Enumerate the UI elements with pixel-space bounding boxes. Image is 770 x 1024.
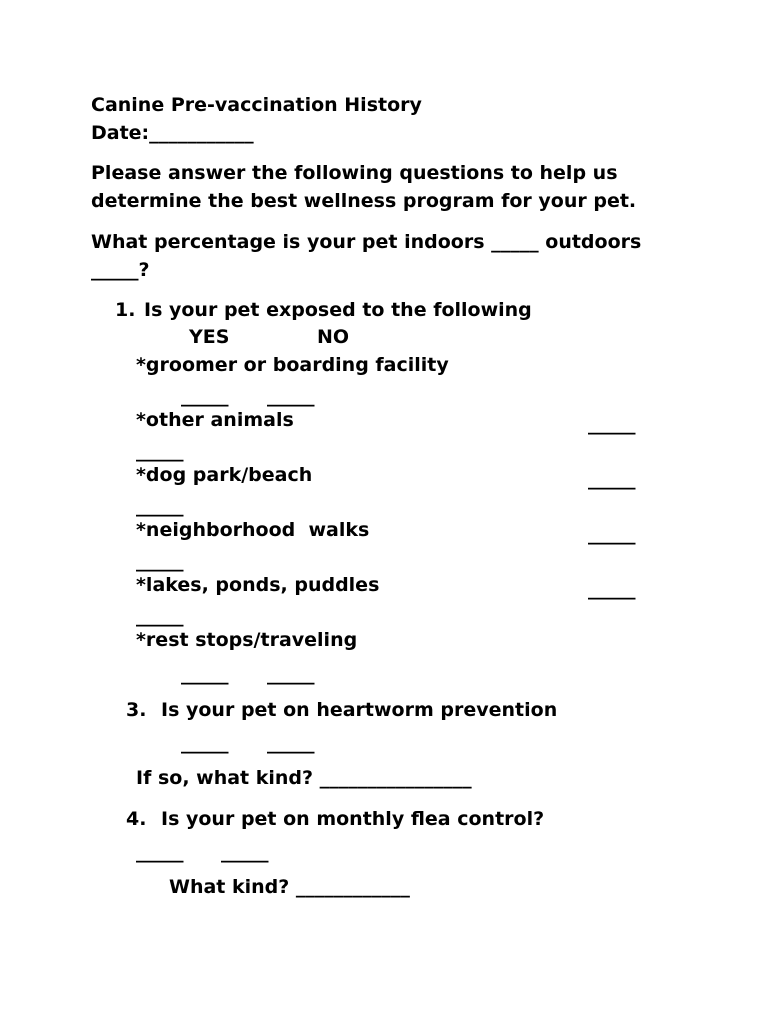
exposure-yes-blank[interactable]: _____ — [588, 413, 636, 435]
heartworm-kind-field[interactable]: If so, what kind? ________________ — [136, 767, 472, 789]
question-1-number: 1. — [115, 299, 136, 321]
flea-yes-blank[interactable]: _____ — [136, 841, 184, 863]
question-4-text: Is your pet on monthly flea control? — [161, 808, 545, 830]
exposure-item-label: *rest stops/traveling — [136, 629, 358, 651]
question-1-text: Is your pet exposed to the following — [144, 299, 532, 321]
form-title: Canine Pre-vaccination History — [91, 94, 422, 116]
yes-column-label: YES — [189, 326, 230, 348]
exposure-item-label: *other animals — [136, 409, 294, 431]
exposure-item-label: *dog park/beach — [136, 464, 313, 486]
heartworm-yes-blank[interactable]: _____ — [181, 732, 229, 754]
exposure-item-label: *neighborhood walks — [136, 519, 370, 541]
flea-no-blank[interactable]: _____ — [221, 841, 269, 863]
exposure-yes-blank[interactable]: _____ — [588, 523, 636, 545]
exposure-item-label: *lakes, ponds, puddles — [136, 574, 380, 596]
exposure-yes-blank[interactable]: _____ — [181, 663, 229, 685]
no-column-label: NO — [317, 326, 350, 348]
exposure-no-blank[interactable]: _____ — [136, 550, 184, 572]
exposure-no-blank[interactable]: _____ — [136, 440, 184, 462]
exposure-yes-blank[interactable]: _____ — [588, 468, 636, 490]
exposure-item-label: *groomer or boarding facility — [136, 354, 449, 376]
exposure-yes-blank[interactable]: _____ — [181, 385, 229, 407]
heartworm-no-blank[interactable]: _____ — [267, 732, 315, 754]
exposure-no-blank[interactable]: _____ — [136, 495, 184, 517]
exposure-no-blank[interactable]: _____ — [267, 663, 315, 685]
exposure-no-blank[interactable]: _____ — [267, 385, 315, 407]
question-3-number: 3. — [126, 699, 147, 721]
flea-kind-field[interactable]: What kind? ____________ — [169, 876, 410, 898]
exposure-no-blank[interactable]: _____ — [136, 605, 184, 627]
date-field: Date:___________ — [91, 122, 254, 144]
question-3-text: Is your pet on heartworm prevention — [161, 699, 558, 721]
percentage-question-line-2: _____? — [91, 259, 150, 281]
percentage-question-line-1: What percentage is your pet indoors _____ outdoors — [91, 231, 642, 253]
exposure-yes-blank[interactable]: _____ — [588, 578, 636, 600]
intro-text-line-2: determine the best wellness program for your pet. — [91, 190, 637, 212]
question-4-number: 4. — [126, 808, 147, 830]
intro-text-line-1: Please answer the following questions to help us — [91, 162, 618, 184]
